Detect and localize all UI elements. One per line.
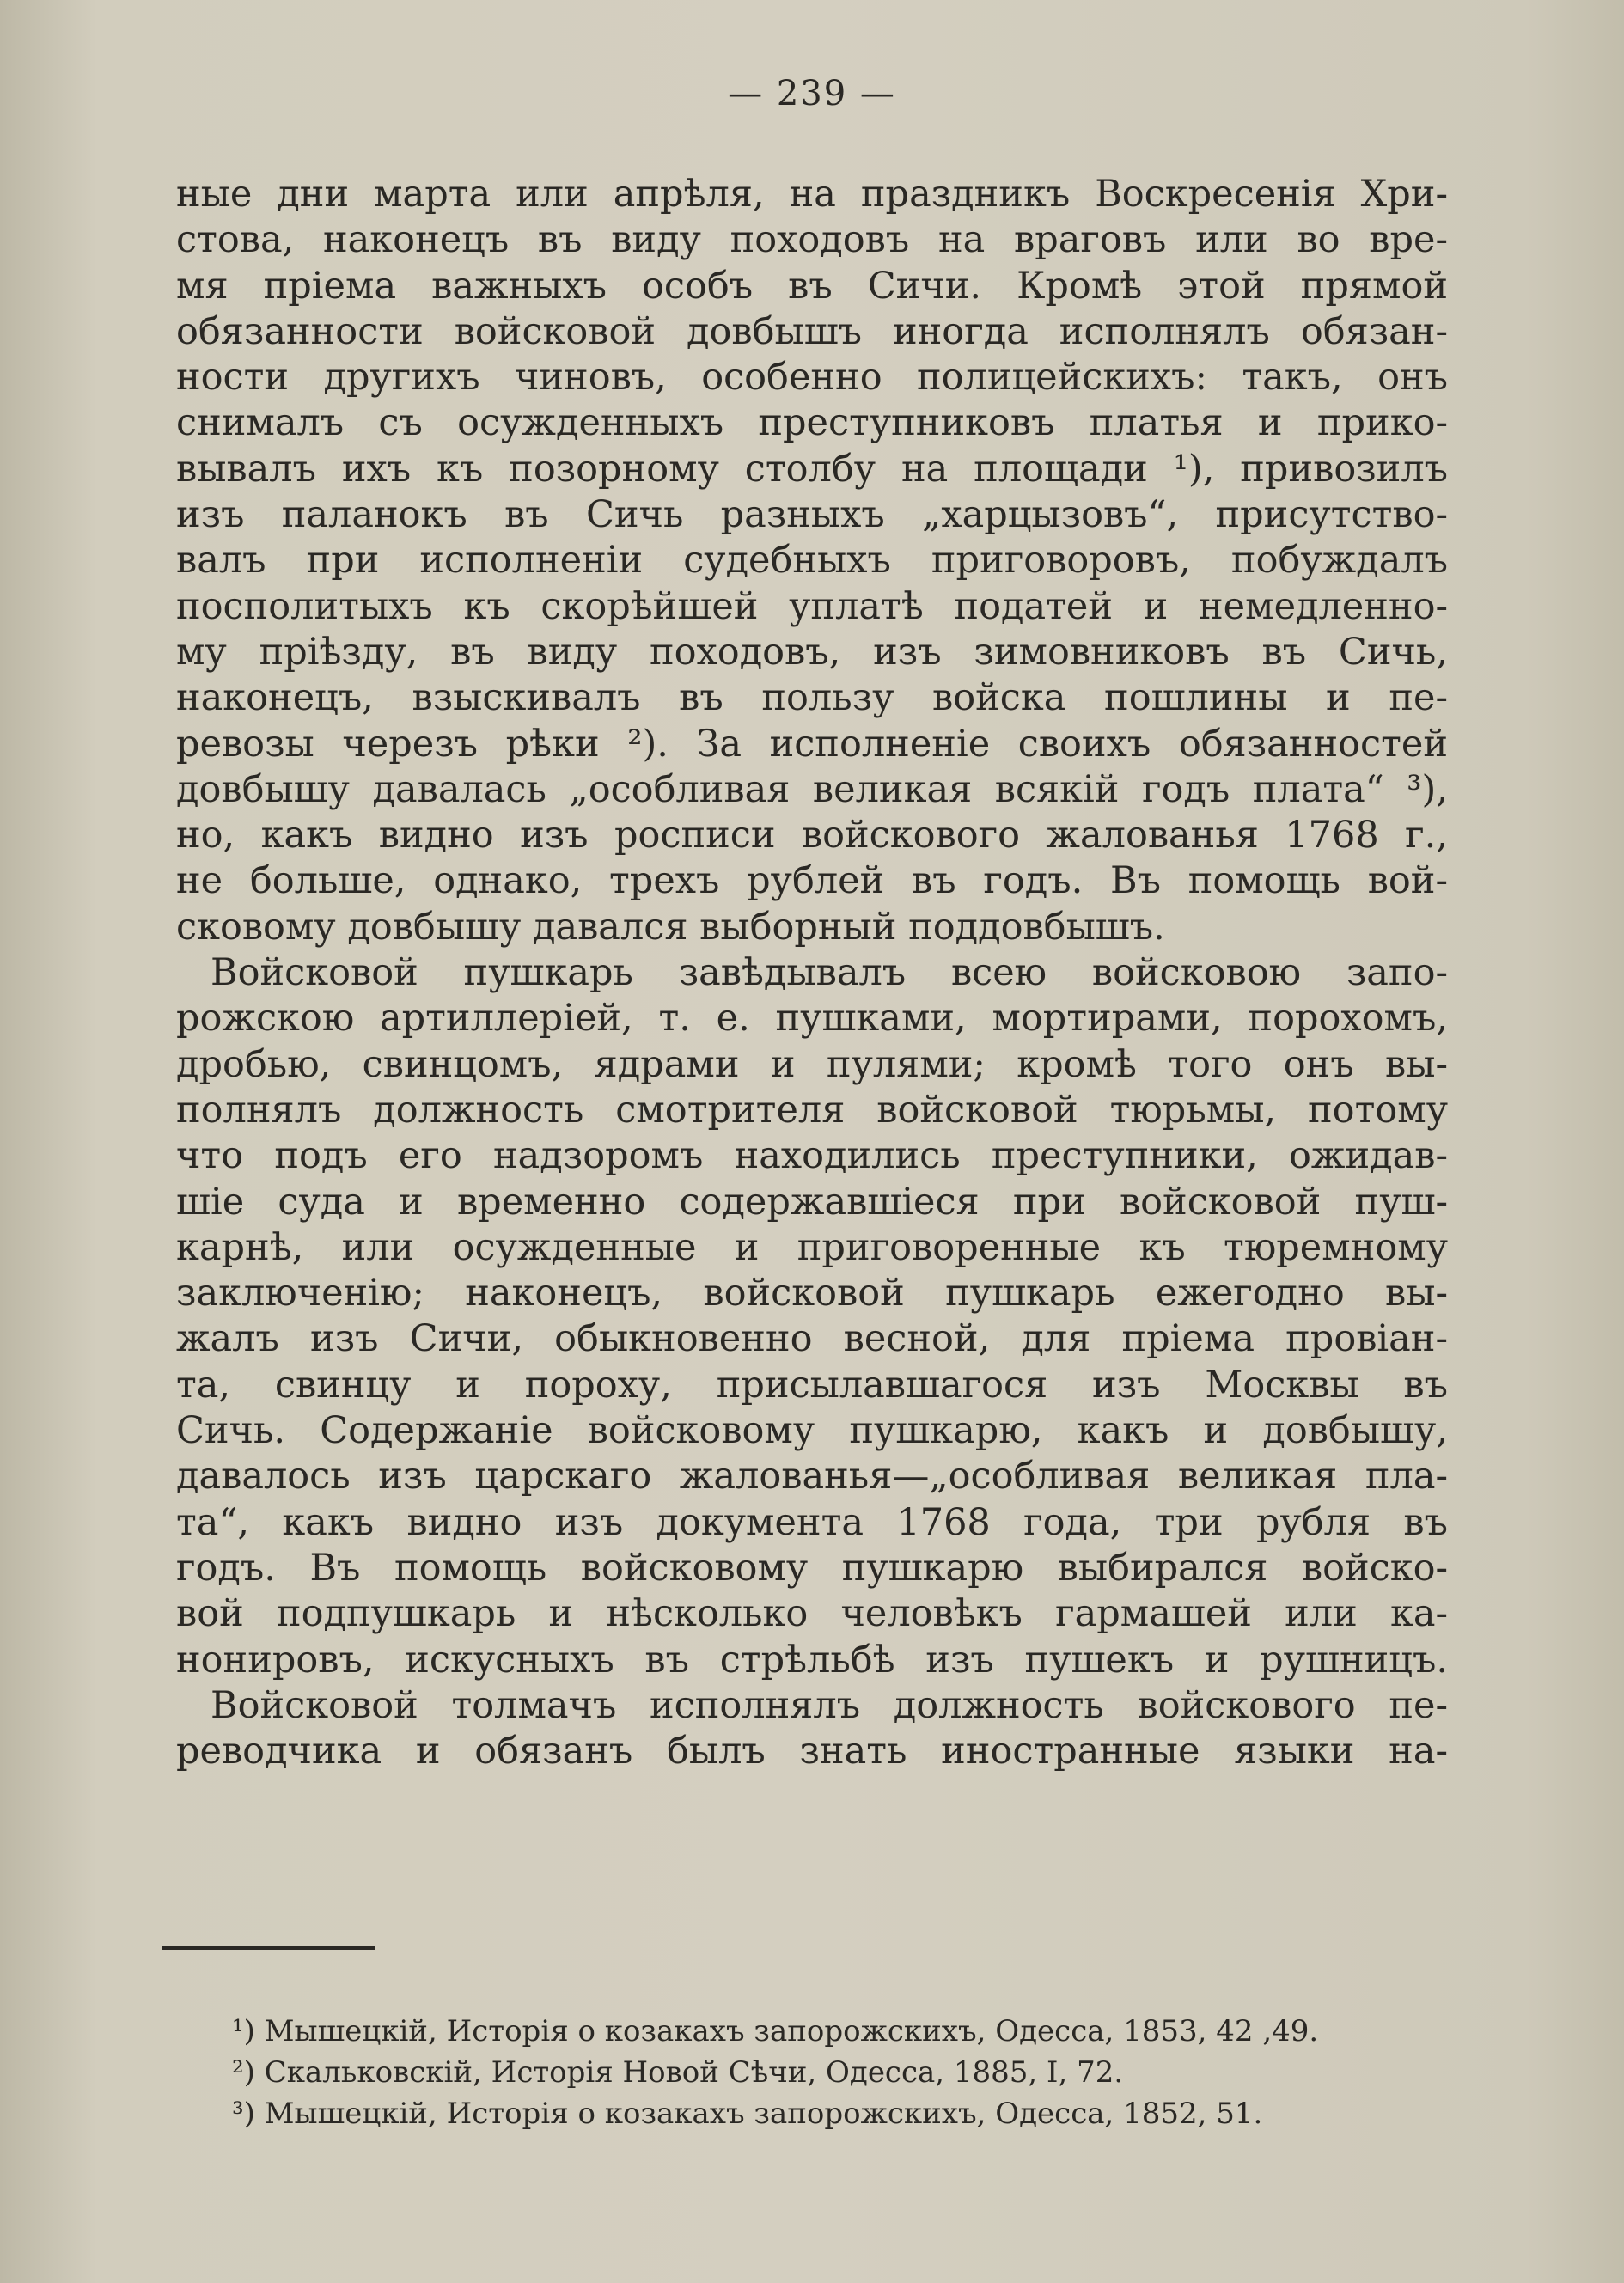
text-line: та“, какъ видно изъ документа 1768 года, три рубля въ: [176, 1500, 1448, 1544]
text-line: му пріѣзду, въ виду походовъ, изъ зимовниковъ въ Сичь,: [176, 630, 1448, 674]
text-line: реводчика и обязанъ былъ знать иностранные языки на-: [176, 1730, 1448, 1773]
text-line: обязанности войсковой довбышъ иногда исполнялъ обязан-: [176, 309, 1448, 353]
text-line: шіе суда и временно содержавшіеся при войсковой пуш-: [176, 1180, 1448, 1224]
text-line: карнѣ, или осужденные и приговоренные къ тюремному: [176, 1225, 1448, 1269]
text-line: ревозы черезъ рѣки ²). За исполненіе своихъ обязанностей: [176, 722, 1448, 766]
text-line: валъ при исполненіи судебныхъ приговоровъ, побуждалъ: [176, 539, 1448, 583]
text-line: что подъ его надзоромъ находились преступники, ожидав-: [176, 1134, 1448, 1178]
text-line: ности другихъ чиновъ, особенно полицейскихъ: такъ, онъ: [176, 356, 1448, 400]
text-line: та, свинцу и пороху, присылавшагося изъ Москвы въ: [176, 1363, 1448, 1407]
body-text: [176, 172, 1448, 1774]
text-line: стова, наконецъ въ виду походовъ на враговъ или во вре-: [176, 218, 1448, 262]
footnote-text: Мышецкій, Исторія о козакахъ запорожскихъ, Одесса, 1852, 51.: [264, 2097, 1263, 2131]
footnote-divider: [162, 1946, 375, 1950]
page-number: — 239 —: [728, 74, 896, 113]
text-line: снималъ съ осужденныхъ преступниковъ платья и прико-: [176, 401, 1448, 445]
text-line: мя пріема важныхъ особъ въ Сичи. Кромѣ этой прямой: [176, 264, 1448, 308]
text-line: полнялъ должность смотрителя войсковой тюрьмы, потому: [176, 1088, 1448, 1132]
footnotes: [232, 2011, 1435, 2134]
text-line: рожскою артиллеріей, т. е. пушками, мортирами, порохомъ,: [176, 997, 1448, 1041]
footnote-mark: ²): [232, 2055, 255, 2090]
footnote: [232, 2093, 1435, 2134]
text-line: нонировъ, искусныхъ въ стрѣльбѣ изъ пушекъ и рушницъ.: [176, 1638, 1448, 1682]
text-line: давалось изъ царскаго жалованья—„особливая великая пла-: [176, 1455, 1448, 1499]
text-line: посполитыхъ къ скорѣйшей уплатѣ податей и немедленно-: [176, 584, 1448, 628]
footnote-mark: ¹): [232, 2014, 255, 2048]
text-line: Сичь. Содержаніе войсковому пушкарю, какъ и довбышу,: [176, 1409, 1448, 1453]
text-line: Войсковой толмачъ исполнялъ должность войскового пе-: [211, 1683, 1448, 1727]
text-line: но, какъ видно изъ росписи войскового жалованья 1768 г.,: [176, 814, 1448, 858]
footnote-text: Мышецкій, Исторія о козакахъ запорожскихъ, Одесса, 1853, 42 ,49.: [264, 2014, 1319, 2048]
text-line: заключенію; наконецъ, войсковой пушкарь ежегодно вы-: [176, 1272, 1448, 1315]
text-line: ные дни марта или апрѣля, на праздникъ Воскресенія Хри-: [176, 173, 1448, 216]
footnote: [232, 2011, 1435, 2052]
text-line: довбышу давалась „особливая великая всякій годъ плата“ ³),: [176, 767, 1448, 811]
footnote: [232, 2052, 1435, 2093]
text-line: Войсковой пушкарь завѣдывалъ всею войсковою запо-: [211, 951, 1448, 995]
text-line: изъ паланокъ въ Сичь разныхъ „харцызовъ“, присутство-: [176, 493, 1448, 537]
text-line: вывалъ ихъ къ позорному столбу на площади ¹), привозилъ: [176, 447, 1448, 491]
text-line: вой подпушкарь и нѣсколько человѣкъ гармашей или ка-: [176, 1592, 1448, 1636]
text-line: дробью, свинцомъ, ядрами и пулями; кромѣ того онъ вы-: [176, 1042, 1448, 1086]
footnote-mark: ³): [232, 2097, 255, 2131]
text-line: годъ. Въ помощь войсковому пушкарю выбирался войско-: [176, 1546, 1448, 1590]
text-line: жалъ изъ Сичи, обыкновенно весной, для пріема провіан-: [176, 1317, 1448, 1361]
text-line: не больше, однако, трехъ рублей въ годъ. Въ помощь вой-: [176, 859, 1448, 903]
text-line: сковому довбышу давался выборный поддовбышъ.: [176, 905, 1165, 949]
footnote-text: Скальковскій, Исторія Новой Сѣчи, Одесса, 1885, I, 72.: [264, 2055, 1124, 2090]
text-line: наконецъ, взыскивалъ въ пользу войска пошлины и пе-: [176, 676, 1448, 720]
